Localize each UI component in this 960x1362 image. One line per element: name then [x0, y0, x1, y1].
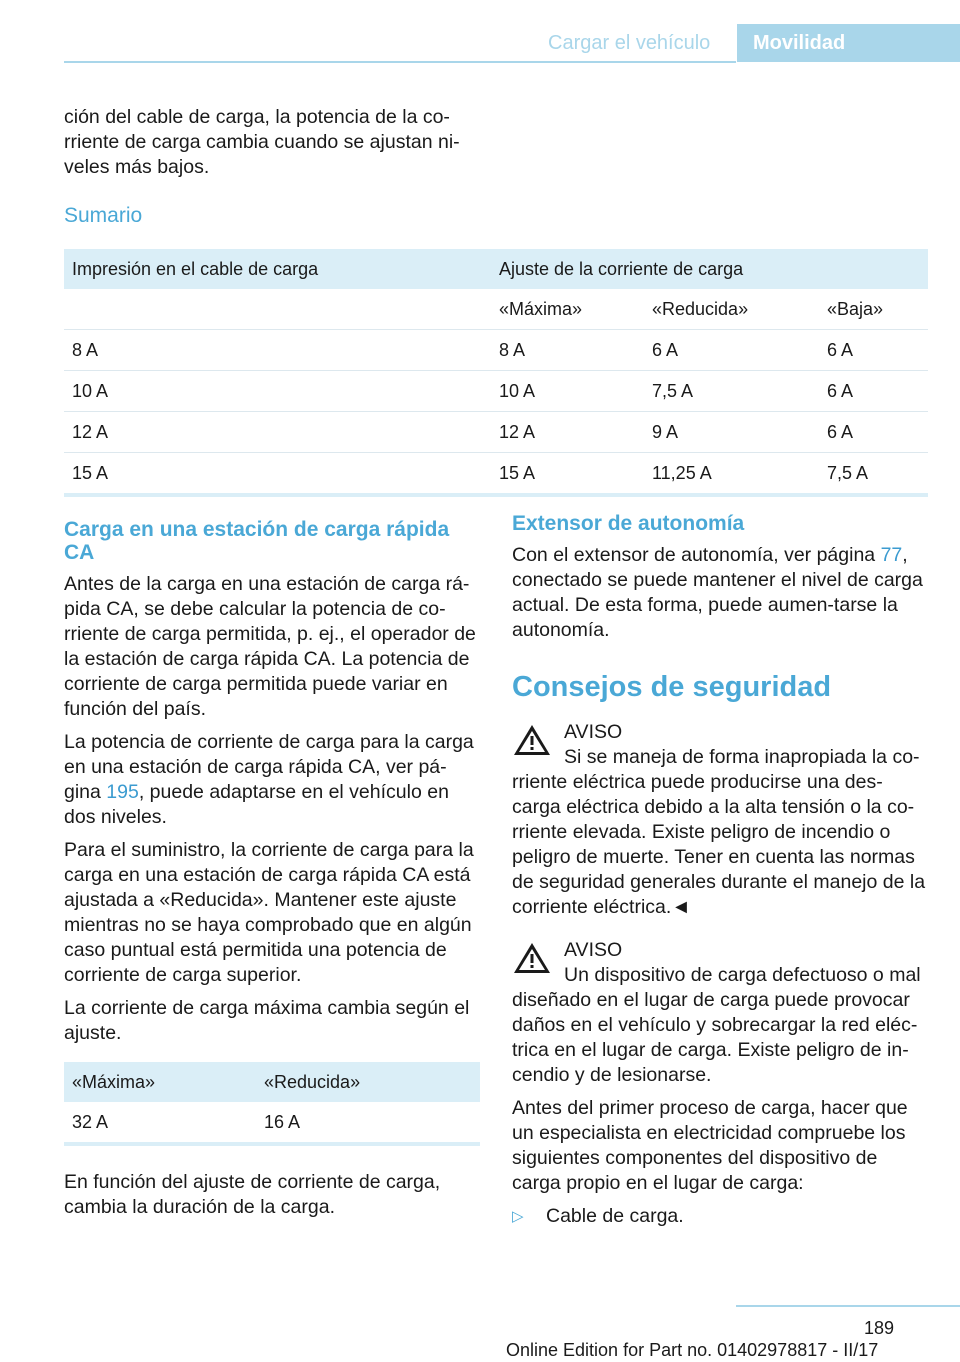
table-cell: 7,5 A [644, 371, 819, 412]
page-link-77[interactable]: 77 [880, 544, 903, 566]
ac-fast-charging-heading: Carga en una estación de carga rápida CA [64, 518, 450, 564]
subheader-maxima: «Máxima» [491, 289, 644, 330]
range-extender-heading: Extensor de autonomía [512, 512, 745, 535]
table-cell: 9 A [644, 412, 819, 453]
warning-triangle-icon [512, 722, 552, 758]
table-cell: 8 A [64, 330, 491, 371]
summary-header-print: Impresión en el cable de carga [64, 249, 491, 289]
page-number: 189 [864, 1318, 895, 1338]
summary-table [64, 249, 928, 497]
max-current-table [64, 1062, 480, 1146]
safety-section-title: Consejos de seguridad [512, 671, 832, 703]
warning-2-text: diseñado en el lugar de carga puede provocar daños en el vehículo y sobrecargar la red eléc-trica en el lugar de carga. Existe peligro de in-cendio y de lesionarse. [512, 989, 918, 1086]
right-column [512, 512, 930, 1229]
page-link-195[interactable]: 195 [106, 781, 139, 803]
table-cell: 6 A [819, 330, 928, 371]
header-tab: Movilidad [737, 24, 960, 62]
warning-1-first-line: Si se maneja de forma inapropiada la co- [564, 746, 920, 768]
table-cell: 7,5 A [819, 453, 928, 496]
edition-note: Online Edition for Part no. 01402978817 - II/17 [506, 1340, 879, 1360]
table-row [64, 371, 928, 412]
table-row [64, 330, 928, 371]
summary-subheader-row [64, 289, 928, 330]
subheader-baja: «Baja» [819, 289, 928, 330]
table-cell: 12 A [64, 412, 491, 453]
left-paragraph-1: Antes de la carga en una estación de carga rá-pida CA, se debe calcular la potencia de co-rriente de carga permitida, p. ej., el operador de la estación de carga rápida CA. La potencia de corriente de carga permitida puede variar en función del país. [64, 573, 476, 720]
subheader-reducida: «Reducida» [644, 289, 819, 330]
left-column-top [64, 105, 480, 188]
list-item-text: Cable de carga. [546, 1205, 684, 1227]
table-cell: 8 A [491, 330, 644, 371]
table-cell: 11,25 A [644, 453, 819, 496]
warning-block-1 [512, 720, 930, 920]
summary-header-setting: Ajuste de la corriente de carga [491, 249, 928, 289]
table-cell: 16 A [256, 1102, 480, 1144]
summary-table-header [64, 249, 928, 289]
triangle-bullet-icon: ▷ [512, 1208, 524, 1225]
table-cell: 15 A [491, 453, 644, 496]
table-cell: 32 A [64, 1102, 256, 1144]
left-paragraph-2: La potencia de corriente de carga para la carga en una estación de carga rápida CA, ver pá-gina 195, puede adaptarse en el vehículo en dos niveles. [64, 731, 474, 828]
summary-heading: Sumario [64, 204, 143, 227]
intro-paragraph: ción del cable de carga, la potencia de la co-rriente de carga cambia cuando se ajustan ni-veles más bajos. [64, 106, 460, 178]
footer-rule [736, 1305, 960, 1307]
table-cell: 6 A [819, 371, 928, 412]
table-cell: 12 A [491, 412, 644, 453]
table-cell: 10 A [64, 371, 491, 412]
header-reducida: «Reducida» [256, 1062, 480, 1102]
header-rule [64, 61, 736, 63]
warning-2-first-line: Un dispositivo de carga defectuoso o mal [564, 964, 921, 986]
left-column [64, 518, 480, 1228]
warning-2-title: AVISO [564, 939, 623, 961]
table-row [64, 453, 928, 496]
list-item [512, 1204, 930, 1229]
left-paragraph-3: Para el suministro, la corriente de carga para la carga en una estación de carga rápida CA está ajustada a «Reducida». Mantener este ajuste mientras no se haya comprobado que en algún caso puntual está permitida una potencia de corriente de carga superior. [64, 839, 474, 986]
table-cell: 6 A [819, 412, 928, 453]
table-cell: 6 A [644, 330, 819, 371]
warning-triangle-icon [512, 940, 552, 976]
table-cell: 15 A [64, 453, 491, 496]
right-paragraph-1: Con el extensor de autonomía, ver página 77, conectado se puede mantener el nivel de carga actual. De esta forma, puede aumen-tarse la autonomía. [512, 544, 923, 641]
header-maxima: «Máxima» [64, 1062, 256, 1102]
warning-1-title: AVISO [564, 721, 623, 743]
warning-1-text: rriente eléctrica puede producirse una des-carga eléctrica debido a la alta tensión o la co-rriente elevada. Existe peligro de incendio o peligro de muerte. Tener en cuenta las normas de seguridad generales durante el manejo de la corriente eléctrica.◄ [512, 771, 926, 918]
header-category: Cargar el vehículo [548, 32, 711, 54]
table-row [64, 412, 928, 453]
table-row [64, 1102, 480, 1144]
warning-block-2 [512, 938, 930, 1088]
page-header [0, 24, 960, 62]
table-cell: 10 A [491, 371, 644, 412]
max-current-header [64, 1062, 480, 1102]
left-paragraph-5: En función del ajuste de corriente de carga, cambia la duración de la carga. [64, 1171, 441, 1218]
left-paragraph-4: La corriente de carga máxima cambia según el ajuste. [64, 997, 470, 1044]
right-paragraph-2: Antes del primer proceso de carga, hacer que un especialista en electricidad compruebe los siguientes componentes del dispositivo de carga propio en el lugar de carga: [512, 1097, 908, 1194]
